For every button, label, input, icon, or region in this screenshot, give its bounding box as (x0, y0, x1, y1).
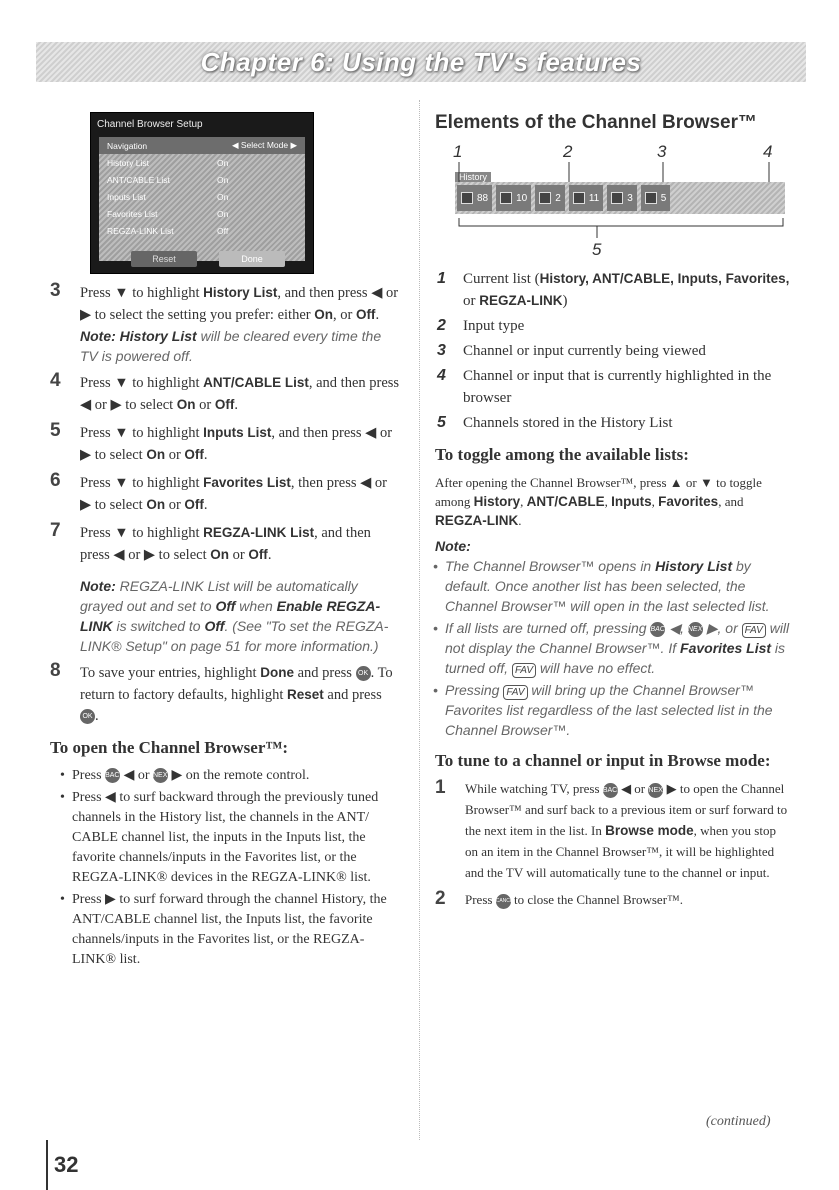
tune-heading: To tune to a channel or input in Browse mode: (435, 751, 771, 770)
list-item: • Press ◀ to surf backward through the previously tuned channels in the History list, the channels in the ANT/ CABLE channel list, the inputs in the Inputs list, the favorite channels/inputs in the Favorites list, or the REGZA-LINK® devices in the REGZA-LINK® list. (62, 788, 400, 888)
note-item: • The Channel Browser™ opens in History List by default. Once another list has been selected, the Channel Browser™ will open in the last selected list. (435, 556, 790, 616)
cancel-button-icon: CANCEL (496, 894, 511, 909)
back-button-icon: BACK (603, 783, 618, 798)
callout-4: 4 (763, 142, 773, 161)
history-tab: History (455, 172, 491, 184)
next-button-icon: NEXT (153, 768, 168, 783)
setup-row-navigation (99, 137, 305, 154)
note-item: • If all lists are turned off, pressing BACK ◀, NEXT ▶, or FAV will not display the Channel Browser™. If Favorites List is turned off, FAV will have no effect. (435, 618, 790, 678)
column-divider (419, 100, 420, 1140)
channel-chip: 2 (535, 185, 565, 211)
setup-nav-label: Navigation (107, 140, 148, 151)
tune-step-1: 1 While watching TV, press BACK ◀ or NEXT ▶ to open the Channel Browser™ and surf back to a previous item or surf forward to the next item in the list. In Browse mode, when you stop on an item in the Channel Browser™, it will be highlighted and the TV will automatically tune to the channel or input. (435, 777, 788, 880)
step-4: 4 Press ▼ to highlight ANT/CABLE List, and then press ◀ or ▶ to select On or Off. (50, 370, 400, 413)
list-item: 5 Channels stored in the History List (437, 414, 673, 431)
step-7-note: Note: REGZA-LINK List will be automatically grayed out and set to Off when Enable REGZA-LINK is switched to Off. (See "To set the REGZA-LINK® Setup" on page 51 for more information.) (80, 578, 389, 654)
list-item: 1 Current list (History, ANT/CABLE, Inputs, Favorites, or REGZA-LINK) (437, 270, 790, 309)
setup-title: Channel Browser Setup (97, 119, 203, 130)
open-browser-heading: To open the Channel Browser™: (50, 738, 289, 757)
callout-5: 5 (592, 240, 602, 259)
note-item: • Pressing FAV will bring up the Channel Browser™ Favorites list regardless of the last selected list in the Channel Browser™. (435, 680, 790, 740)
chapter-header (36, 42, 806, 82)
setup-row: History List On (107, 157, 229, 168)
channel-chip: 10 (496, 185, 531, 211)
channel-chip: 88 (457, 185, 492, 211)
list-item: 3 Channel or input currently being viewed (437, 342, 706, 359)
next-button-icon: NEXT (648, 783, 663, 798)
callout-1: 1 (453, 142, 463, 161)
callout-lines (435, 142, 790, 262)
list-item: • Press ▶ to surf forward through the channel History, the ANT/CABLE channel list, the Inputs list, the favorite channels/inputs in the Favorites list, or the REGZA-LINK® list. (62, 890, 400, 970)
step-7: 7 Press ▼ to highlight REGZA-LINK List, and then press ◀ or ▶ to select On or Off. Note: REGZA-LINK List will be automatically grayed out and set to Off when Enable REGZA-LINK is switched to Off. (See "To set the REGZA-LINK® Setup" on page 51 for more information.) (50, 522, 400, 656)
list-item: 4 Channel or input that is currently highlighted in the browser (437, 367, 772, 406)
fav-button-icon: FAV (503, 685, 527, 700)
back-button-icon: BACK (105, 768, 120, 783)
tune-step-2: 2 Press CANCEL to close the Channel Browser™. (435, 888, 684, 909)
ok-button-icon: OK (80, 709, 95, 724)
toggle-note: Note: • The Channel Browser™ opens in History List by default. Once another list has been selected, the Channel Browser™ will open in the last selected list. • If all lists are turned off, pressing BACK ◀, NEXT ▶, or FAV will not display the Channel Browser™. If Favorites List is turned off, FAV will have no effect. • Pressing FAV will bring up the Channel Browser™ Favorites list regardless of the last selected list in the Channel Browser™. (435, 536, 790, 740)
setup-row: REGZA-LINK List Off (107, 225, 229, 236)
setup-row: Favorites List On (107, 208, 229, 219)
page-number: 32 (54, 1152, 79, 1177)
fav-button-icon: FAV (742, 623, 766, 638)
callout-2: 2 (563, 142, 573, 161)
list-item: • Press BACK ◀ or NEXT ▶ on the remote control. (62, 766, 400, 786)
step-5: 5 Press ▼ to highlight Inputs List, and then press ◀ or ▶ to select On or Off. (50, 420, 393, 463)
channel-chip: 11 (569, 185, 603, 211)
setup-menu (99, 137, 305, 261)
step-8: 8 To save your entries, highlight Done and press OK . To return to factory defaults, highlight Reset and press OK . (50, 660, 393, 724)
setup-reset-button: Reset (131, 251, 197, 267)
right-column (435, 100, 790, 917)
step-3-note: Note: History List will be cleared every time the TV is powered off. (80, 328, 382, 364)
setup-nav-value: ◀ Select Mode ▶ (231, 140, 297, 150)
callout-3: 3 (657, 142, 667, 161)
ok-button-icon: OK (356, 666, 371, 681)
page-number-bar (46, 1140, 48, 1190)
chapter-title: Chapter 6: Using the TV's features (200, 46, 642, 77)
open-browser-list (50, 766, 400, 970)
back-button-icon: BACK (650, 622, 665, 637)
elements-heading: Elements of the Channel Browser™ (435, 112, 758, 133)
step-3: 3 Press ▼ to highlight History List, and then press ◀ or ▶ to select the setting you prefer: either On, or Off. Note: History List will be cleared every time the TV is powered off. (50, 280, 399, 364)
channel-browser-setup-screen (90, 112, 314, 274)
setup-row: ANT/CABLE List On (107, 174, 229, 185)
toggle-heading: To toggle among the available lists: (435, 445, 689, 464)
toggle-text: After opening the Channel Browser™, press ▲ or ▼ to toggle among History, ANT/CABLE, Inputs, Favorites, and REGZA-LINK. (435, 475, 762, 528)
step-6: 6 Press ▼ to highlight Favorites List, then press ◀ or ▶ to select On or Off. (50, 470, 388, 513)
channel-chip: 5 (641, 185, 671, 211)
setup-done-button: Done (219, 251, 285, 267)
fav-button-icon: FAV (512, 663, 536, 678)
setup-row: Inputs List On (107, 191, 229, 202)
channel-browser-diagram (435, 142, 790, 262)
list-item: 2 Input type (437, 317, 525, 334)
left-column (50, 282, 400, 972)
elements-list (435, 268, 790, 434)
continued-label: (continued) (706, 1114, 771, 1129)
channel-chip: 3 (607, 185, 637, 211)
next-button-icon: NEXT (688, 622, 703, 637)
